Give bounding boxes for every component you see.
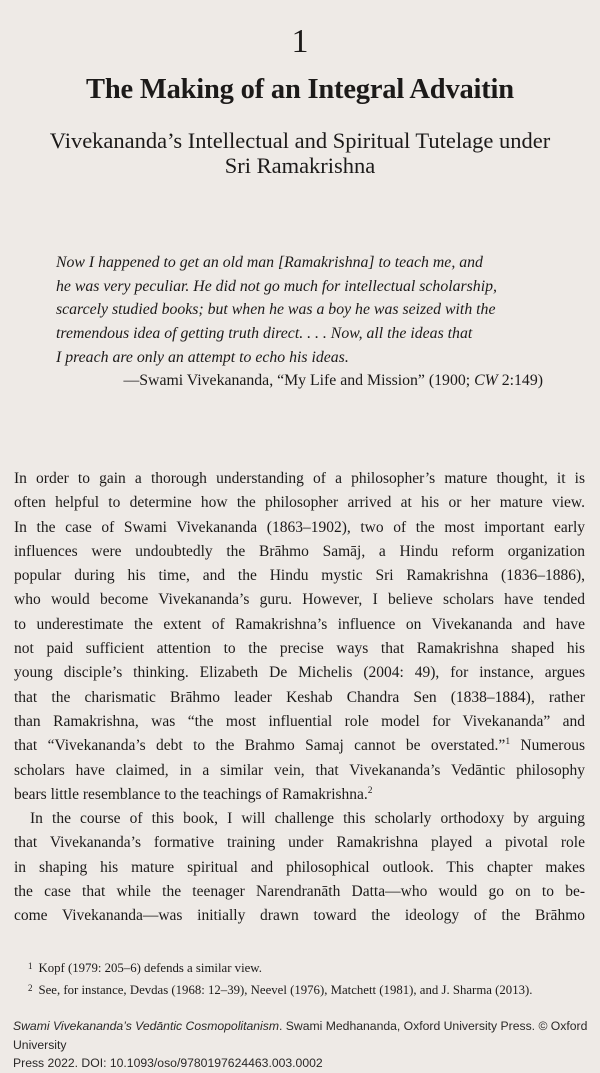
chapter-subtitle-line: Sri Ramakrishna: [224, 153, 376, 178]
footnote-text: Kopf (1979: 205–6) defends a similar view.: [38, 961, 262, 975]
text-line: young disciple’s thinking. Elizabeth De Michelis (2004: 49), for instance, argues: [14, 664, 585, 682]
text-line: in shaping his mature spiritual and philosophical outlook. This chapter makes: [14, 858, 585, 876]
text-line-segment: that “Vivekananda’s debt to the Brahmo Samaj cannot be overstated.”: [14, 737, 506, 755]
body-text: [14, 467, 585, 929]
text-line: In the case of Swami Vivekananda (1863–1902), two of the most important early: [14, 518, 585, 536]
footnote-text: See, for instance, Devdas (1968: 12–39), Neevel (1976), Matchett (1981), and J. Sharma (2013).: [38, 983, 533, 997]
text-line: not paid sufficient attention to the precise ways that Ramakrishna shaped his: [14, 640, 585, 658]
citation-line: [13, 1017, 593, 1054]
chapter-subtitle: [20, 128, 580, 178]
text-line-segment: Numerous: [510, 737, 585, 755]
citation-rest: . Swami Medhananda, Oxford University Press. © Oxford University: [13, 1019, 588, 1052]
text-line: come Vivekananda—was initially drawn toward the ideology of the Brāhmo: [14, 907, 585, 925]
epigraph-line: he was very peculiar. He did not go much for intellectual scholarship,: [56, 277, 497, 295]
footnote: [28, 956, 588, 978]
text-line: that the charismatic Brāhmo leader Keshab Chandra Sen (1838–1884), rather: [14, 688, 585, 706]
text-line: the case that while the teenager Narendranāth Datta—who would go on to be-: [14, 883, 585, 901]
text-line: often helpful to determine how the philosopher arrived at his or her mature view.: [14, 494, 585, 512]
attribution-suffix: 2:149): [497, 372, 543, 389]
text-line-segment: bears little resemblance to the teachings of Ramakrishna.: [14, 785, 368, 803]
footnote-ref[interactable]: 2: [367, 785, 373, 796]
footnote-ref[interactable]: 1: [505, 737, 511, 748]
epigraph-line: scarcely studied books; but when he was a boy he was seized with the: [56, 301, 496, 319]
epigraph-line: I preach are only an attempt to echo his ideas.: [56, 348, 349, 366]
chapter-title: The Making of an Integral Advaitin: [86, 74, 514, 105]
text-line: [14, 783, 585, 807]
attribution-prefix: —Swami Vivekananda, “My Life and Mission” (1900;: [123, 372, 475, 389]
text-line: influences were undoubtedly the Brāhmo Samāj, a Hindu reform organization: [14, 542, 585, 560]
paragraph-1: [14, 467, 585, 807]
text-line: than Ramakrishna, was “the most influential role model for Vivekananda” and: [14, 712, 585, 730]
epigraph-quote: [56, 251, 556, 370]
footnote: [28, 978, 588, 1000]
text-line: that Vivekananda’s formative training under Ramakrishna played a pivotal role: [14, 834, 585, 852]
text-line: scholars have claimed, in a similar vein, that Vivekananda’s Vedāntic philosophy: [14, 761, 585, 779]
epigraph-line: tremendous idea of getting truth direct. . . . Now, all the ideas that: [56, 325, 473, 343]
text-line: popular during his time, and the Hindu mystic Sri Ramakrishna (1836–1886),: [14, 567, 585, 585]
citation-block: [13, 1017, 593, 1073]
chapter-number: 1: [291, 23, 309, 60]
citation-book-title: Swami Vivekananda’s Vedāntic Cosmopolitanism: [13, 1019, 280, 1033]
footnote-number: 2: [28, 983, 33, 993]
footnote-number: 1: [28, 961, 33, 971]
epigraph-attribution: [0, 369, 543, 393]
text-line: [14, 734, 585, 758]
text-line: In order to gain a thorough understanding of a philosopher’s mature thought, it is: [14, 470, 585, 487]
chapter-subtitle-line: Vivekananda’s Intellectual and Spiritual Tutelage under: [49, 128, 551, 153]
epigraph-line: Now I happened to get an old man [Ramakrishna] to teach me, and: [56, 254, 483, 271]
text-line: who would become Vivekananda’s guru. However, I believe scholars have tended: [14, 591, 585, 609]
paragraph-2: [14, 807, 585, 928]
text-line: In the course of this book, I will challenge this scholarly orthodoxy by arguing: [30, 810, 585, 828]
footnotes: [28, 956, 588, 1000]
citation-doi-line: Press 2022. DOI: 10.1093/oso/9780197624463.003.0002: [13, 1056, 323, 1070]
text-line: to underestimate the extent of Ramakrishna’s influence on Vivekananda and have: [14, 615, 585, 633]
attribution-source-abbrev: CW: [474, 372, 498, 389]
